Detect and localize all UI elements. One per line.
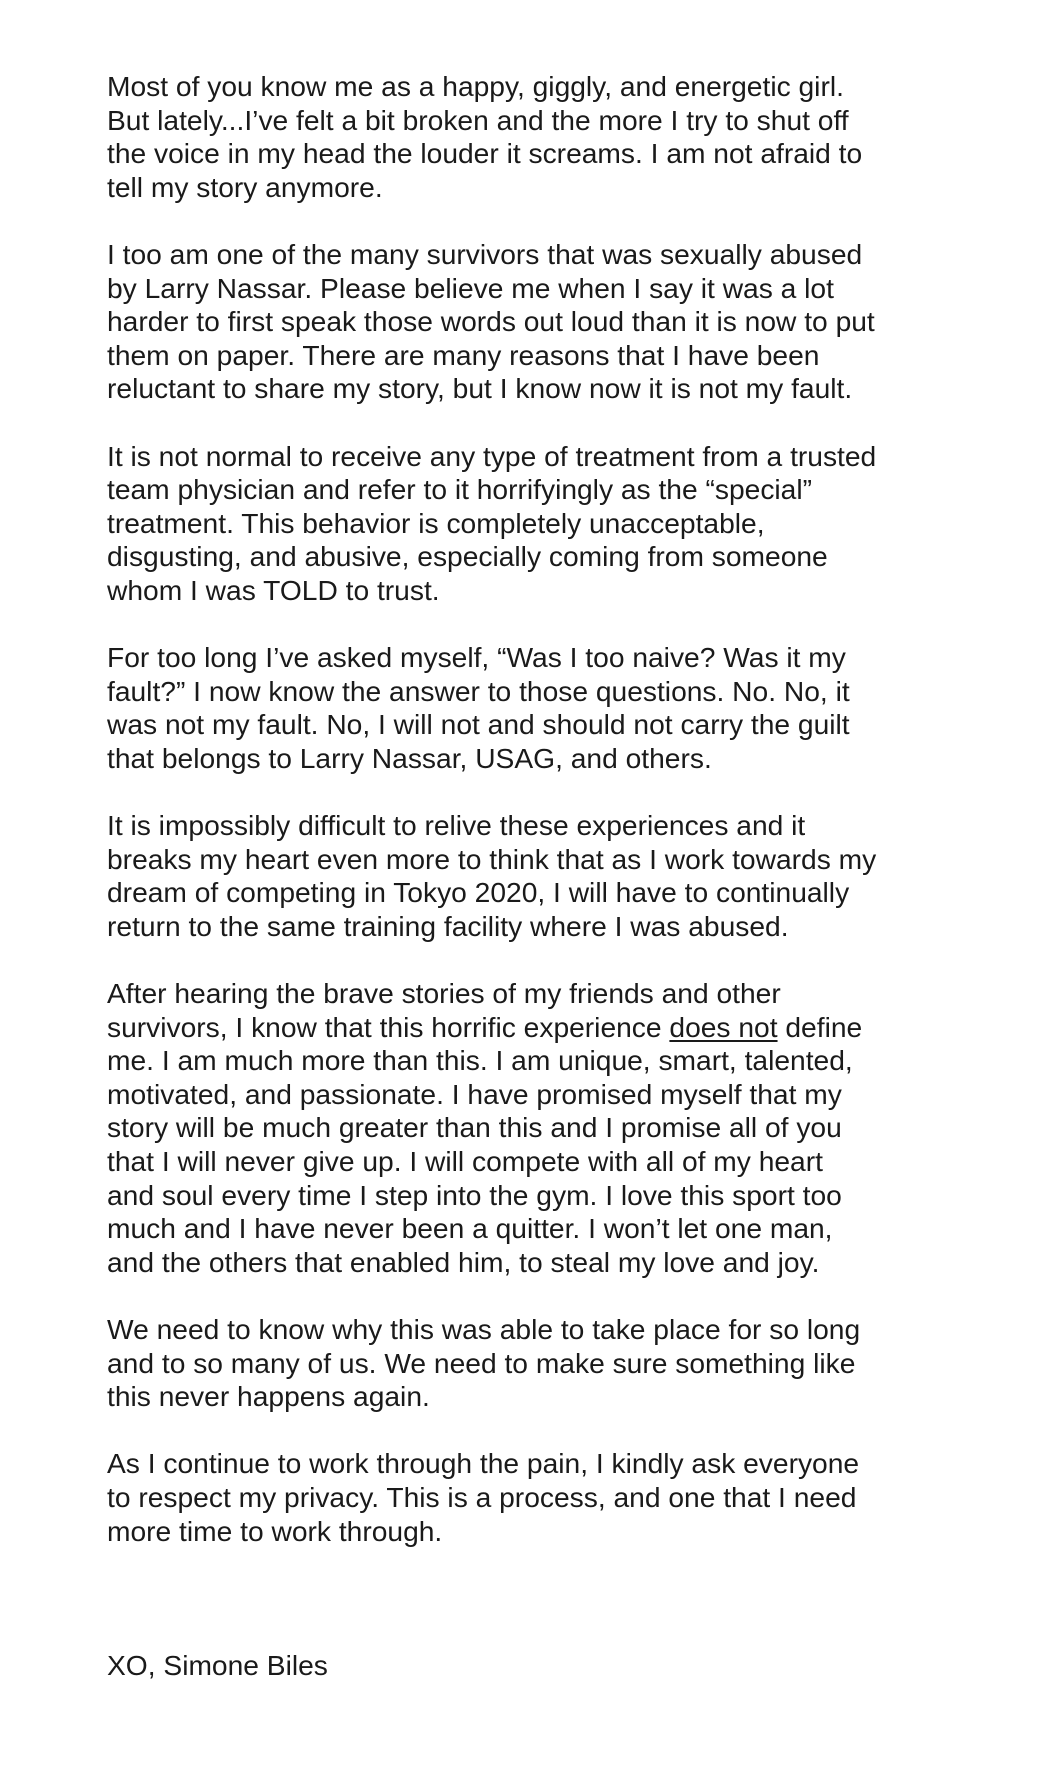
paragraph-4 [107,641,967,775]
text-line: to respect my privacy. This is a process, and one that I need [107,1480,857,1513]
underlined-text: does not [669,1010,778,1043]
text-line: tell my story anymore. [107,170,383,203]
text-line: and soul every time I step into the gym. I love this sport too [107,1178,842,1211]
text-line-with-underline [107,1011,967,1045]
paragraph-3 [107,440,967,608]
text-line: I too am one of the many survivors that was sexually abused [107,237,863,270]
text-line: It is impossibly difficult to relive these experiences and it [107,809,806,842]
text-line: much and I have never been a quitter. I won’t let one man, [107,1212,833,1245]
text-line: For too long I’ve asked myself, “Was I too naive? Was it my [107,641,846,674]
text-line: and to so many of us. We need to make sure something like [107,1346,856,1379]
text-line: We need to know why this was able to take place for so long [107,1312,861,1345]
text-line: It is not normal to receive any type of treatment from a trusted [107,439,877,472]
text-line: dream of competing in Tokyo 2020, I will have to continually [107,876,850,909]
text-line: disgusting, and abusive, especially coming from someone [107,540,828,573]
text-line: story will be much greater than this and I promise all of you [107,1111,842,1144]
text-line: harder to first speak those words out loud than it is now to put [107,305,875,338]
text-line: me. I am much more than this. I am unique, smart, talented, [107,1044,853,1077]
text-line: fault?” I now know the answer to those questions. No. No, it [107,674,850,707]
signature: XO, Simone Biles [107,1649,328,1682]
text-line: Most of you know me as a happy, giggly, and energetic girl. [107,70,844,102]
text-line: the voice in my head the louder it screams. I am not afraid to [107,137,863,170]
text-line: that belongs to Larry Nassar, USAG, and others. [107,741,712,774]
text-line: But lately...I’ve felt a bit broken and the more I try to shut off [107,103,849,136]
paragraph-5 [107,809,967,943]
text-line: After hearing the brave stories of my friends and other [107,977,781,1010]
paragraph-6 [107,977,967,1279]
text-line: treatment. This behavior is completely unacceptable, [107,506,765,539]
text-line: this never happens again. [107,1380,430,1413]
text-line: As I continue to work through the pain, I kindly ask everyone [107,1447,860,1480]
text-line: that I will never give up. I will compete with all of my heart [107,1145,823,1177]
text-line: reluctant to share my story, but I know now it is not my fault. [107,372,853,405]
paragraph-7 [107,1313,967,1414]
paragraph-1 [107,70,967,204]
text-line: more time to work through. [107,1514,443,1547]
text-line: whom I was TOLD to trust. [107,573,440,606]
text-line: motivated, and passionate. I have promised myself that my [107,1077,842,1110]
text-line: and the others that enabled him, to steal my love and joy. [107,1245,820,1278]
text-line: was not my fault. No, I will not and should not carry the guilt [107,708,850,741]
text-segment: survivors, I know that this horrific experience [107,1010,670,1043]
paragraph-8 [107,1447,967,1548]
text-line: breaks my heart even more to think that as I work towards my [107,842,877,875]
paragraph-2 [107,238,967,406]
text-line: return to the same training facility where I was abused. [107,909,789,942]
text-line: team physician and refer to it horrifyingly as the “special” [107,473,813,506]
text-line: by Larry Nassar. Please believe me when I say it was a lot [107,271,834,304]
text-segment: define [777,1010,863,1043]
text-line: them on paper. There are many reasons that I have been [107,338,820,371]
letter-body [107,70,967,1683]
